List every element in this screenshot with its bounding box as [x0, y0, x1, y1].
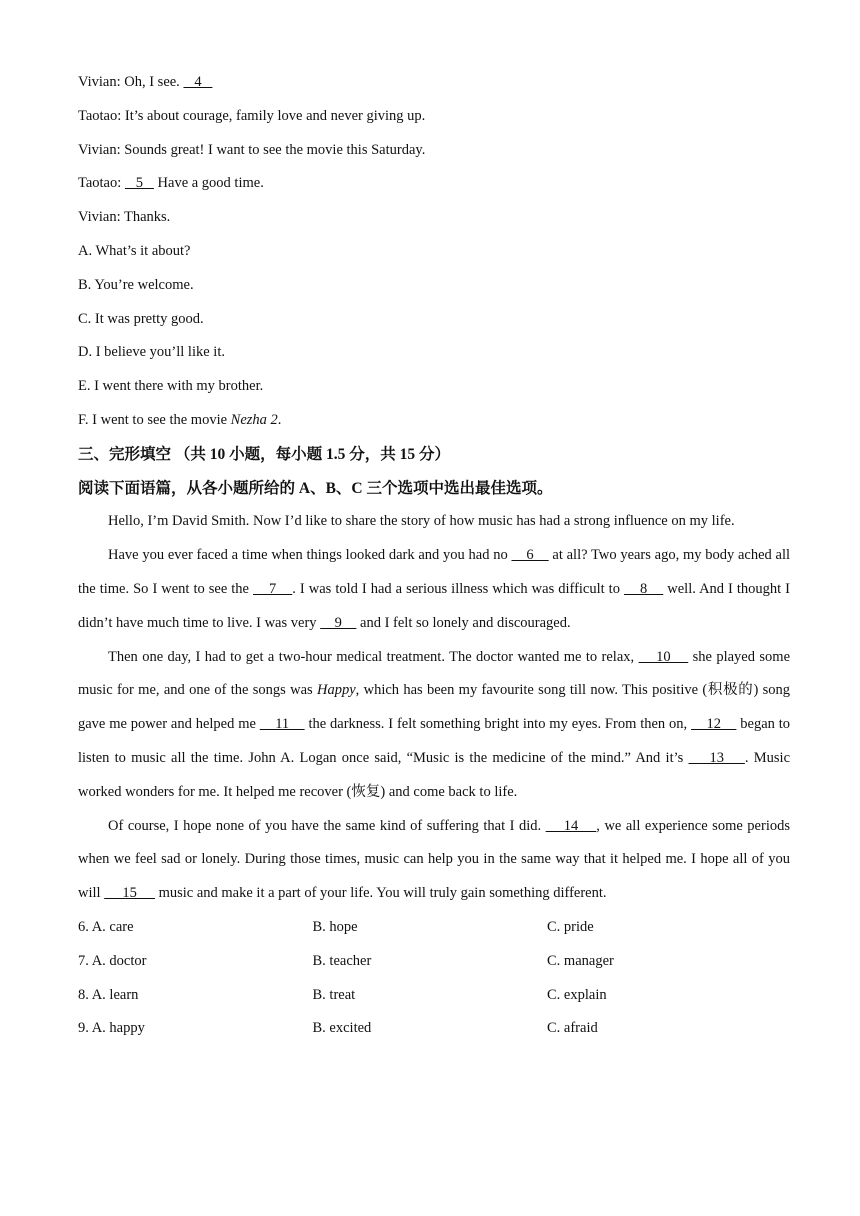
question-row	[78, 945, 790, 979]
passage-paragraph-4: Of course, I hope none of you have the same kind of suffering that I did. 14 , we all experience some periods when we feel sad or lonely. During those times, music can help you in the same way that it helped me. I hope all of you will 15 music and make it a part of your life. You will truly gain something different.	[78, 817, 790, 902]
option-item: C. It was pretty good.	[78, 310, 204, 327]
blank-11: 11	[259, 716, 305, 733]
blank-8: 8	[623, 580, 664, 597]
document-page	[78, 66, 790, 1046]
blank-14: 14	[545, 817, 597, 834]
passage-paragraph-1: Hello, I’m David Smith. Now I’d like to share the story of how music has had a strong influence on my life.	[108, 513, 735, 530]
option-b: B. teacher	[312, 952, 372, 969]
option-b: B. treat	[312, 986, 356, 1003]
option-c: C. afraid	[547, 1020, 598, 1037]
section-heading: 三、完形填空 （共 10 小题，每小题 1.5 分，共 15 分）	[78, 445, 451, 463]
answer-blank: 4	[183, 74, 213, 90]
option-c: C. explain	[547, 986, 607, 1003]
option-item: F. I went to see the movie Nezha 2.	[78, 411, 282, 428]
option-item: A. What’s it about?	[78, 242, 191, 259]
question-row	[78, 979, 790, 1013]
answer-blank: 5	[124, 175, 154, 192]
blank-9: 9	[320, 614, 357, 631]
option-a: 7. A. doctor	[78, 952, 147, 969]
option-a: 8. A. learn	[78, 986, 139, 1003]
passage-paragraph-2: Have you ever faced a time when things looked dark and you had no 6 at all? Two years ago, my body ached all the time. So I went to see the 7 . I was told I had a serious illness which was difficult to 8 well. And I thought I didn’t have much time to live. I was very 9 and I felt so lonely and discouraged.	[78, 547, 791, 631]
option-item: D. I believe you’ll like it.	[78, 344, 225, 361]
blank-10: 10	[638, 648, 689, 665]
option-c: C. pride	[547, 918, 594, 935]
question-row	[78, 911, 790, 945]
blank-7: 7	[253, 580, 293, 597]
passage-paragraph-3: Then one day, I had to get a two-hour medical treatment. The doctor wanted me to relax, 10 she played some music for me, and one of the songs was Happy, which has been my favourite song till now. This positive (积极的) song gave me power and helped me 11 the darkness. I felt something bright into my eyes. From then on, 12 began to listen to music all the time. John A. Logan once said, “Music is the medicine of the mind.” And it’s 13 . Music worked wonders for me. It helped me recover (恢复) and come back to life.	[78, 648, 791, 800]
option-c: C. manager	[547, 952, 614, 969]
option-a: 9. A. happy	[78, 1020, 145, 1037]
option-item: E. I went there with my brother.	[78, 378, 264, 395]
blank-15: 15	[104, 885, 155, 902]
dialogue-line: Taotao: 5 Have a good time.	[78, 175, 264, 192]
option-b: B. hope	[312, 918, 358, 935]
section-instruction: 阅读下面语篇，从各小题所给的 A、B、C 三个选项中选出最佳选项。	[78, 479, 553, 497]
option-b: B. excited	[312, 1020, 372, 1037]
blank-13: 13	[688, 749, 745, 766]
dialogue-line: Vivian: Sounds great! I want to see the movie this Saturday.	[78, 141, 426, 158]
dialogue-line: Vivian: Oh, I see. 4	[78, 74, 213, 90]
option-a: 6. A. care	[78, 918, 134, 935]
dialogue-line: Taotao: It’s about courage, family love and never giving up.	[78, 107, 426, 124]
blank-6: 6	[511, 547, 549, 564]
blank-12: 12	[691, 716, 737, 733]
question-row	[78, 1012, 790, 1046]
option-item: B. You’re welcome.	[78, 276, 194, 293]
dialogue-line: Vivian: Thanks.	[78, 209, 171, 226]
